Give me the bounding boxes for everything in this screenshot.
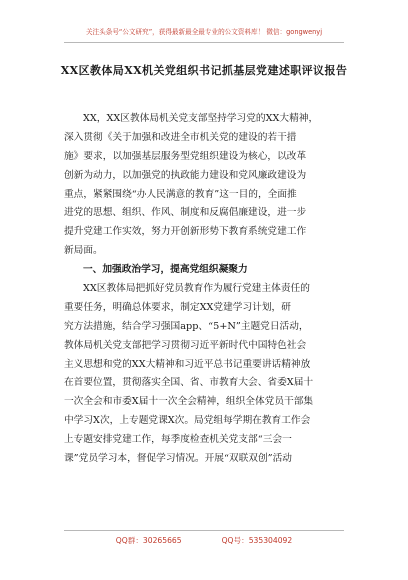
text-line: XX区教体局把抓好党员教育作为履行党建主体责任的	[83, 283, 310, 295]
document-body	[64, 110, 360, 469]
text-line: 新局面。	[64, 245, 103, 257]
text-line: 在首要位置，贯彻落实全国、省、市教育大会、省委X届十	[64, 377, 314, 389]
text-line: 上专题安排党建工作，每季度检查机关党支部“三会一	[64, 434, 292, 446]
text-line: 深入贯彻《关于加强和改进全市机关党的建设的若干措	[64, 131, 297, 143]
text-line: 课”党员学习本，督促学习情况。开展“双联双创”活动	[64, 453, 292, 465]
document-title: XX区教体局XX机关党组织书记抓基层党建述职评议报告	[60, 64, 348, 77]
text-line: 施》要求，以加强基层服务型党组织建设为核心，以改革	[64, 150, 307, 162]
text-line: 提升党建工作实效，努力开创新形势下教育系统党建工作	[64, 226, 307, 238]
text-line: 中学习X次，上专题党课X次。局党组每学期在教育工作会	[64, 415, 311, 427]
footer-qq-group: QQ群：30265665	[115, 536, 182, 545]
paragraph-intro	[64, 110, 360, 261]
top-divider	[64, 42, 344, 43]
section-heading: 一、加强政治学习，提高党组织凝聚力	[83, 264, 248, 276]
text-line: 重要任务，明确总体要求，制定XX党建学习计划，研	[64, 301, 291, 313]
text-line: 进党的思想、组织、作风、制度和反腐倡廉建设，进一步	[64, 207, 307, 219]
text-line: 究方法措施，结合学习强国app、“5+N”主题党日活动，	[64, 320, 309, 332]
text-line: 重点，紧紧围绕“办人民满意的教育”这一目的，全面推	[64, 188, 297, 200]
text-line: 创新为动力，以加强党的执政能力建设和党风廉政建设为	[64, 169, 307, 181]
footer-divider	[64, 530, 344, 531]
text-line: 一次全会和市委X届十一次全会精神，组织全体党员干部集	[64, 396, 314, 408]
text-line: 主义思想和党的XX大精神和习近平总书记重要讲话精神放	[64, 358, 311, 370]
top-banner: 关注头条号“公文研究”，获得最新最全最专业的公文资料库！ 微信：gongwenyj	[85, 28, 323, 36]
text-line: 教体局机关党支部把学习贯彻习近平新时代中国特色社会	[64, 339, 307, 351]
paragraph-section1	[64, 280, 360, 469]
footer	[0, 535, 408, 546]
text-line: XX，XX区教体局机关党支部坚持学习党的XX大精神，	[83, 113, 319, 124]
footer-qq-number: QQ号：535304092	[221, 536, 293, 545]
